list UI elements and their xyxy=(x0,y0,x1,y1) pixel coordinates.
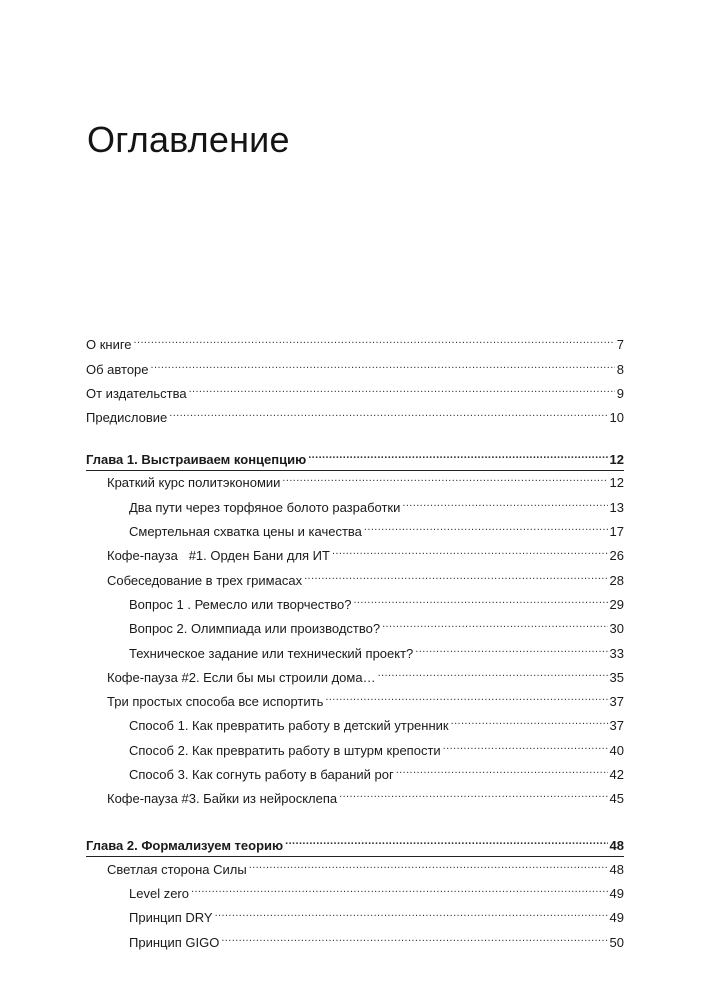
dot-leader xyxy=(189,386,615,398)
toc-entry-page: 37 xyxy=(609,718,624,734)
toc-entry-page: 12 xyxy=(609,475,624,491)
toc-entry-label: Кофе-пауза #2. Если бы мы строили дома… xyxy=(107,669,376,685)
toc-entry-label: Краткий курс политэкономии xyxy=(107,475,281,491)
toc-chapter-page: 48 xyxy=(609,838,624,854)
toc-entry-page: 26 xyxy=(609,548,624,564)
dot-leader xyxy=(134,337,615,349)
toc-entry-label: Способ 3. Как согнуть работу в бараний рог xyxy=(129,767,394,783)
toc-entry[interactable] xyxy=(86,641,624,665)
dot-leader xyxy=(339,791,607,803)
toc-entry-page: 7 xyxy=(616,337,624,353)
dot-leader xyxy=(382,621,607,633)
toc-entry-label: Светлая сторона Силы xyxy=(107,861,247,877)
toc-entry[interactable] xyxy=(86,617,624,641)
toc-entry-page: 49 xyxy=(609,910,624,926)
page-title: Оглавление xyxy=(87,119,290,160)
toc-entry-page: 42 xyxy=(609,767,624,783)
toc-entry-label: Вопрос 2. Олимпиада или производство? xyxy=(129,621,381,637)
toc-entry-page: 49 xyxy=(609,885,624,901)
toc-entry-about-book[interactable] xyxy=(86,333,624,357)
toc-entry-label: Способ 2. Как превратить работу в штурм крепости xyxy=(129,742,441,758)
toc-entry-page: 29 xyxy=(609,596,624,612)
dot-leader xyxy=(169,410,607,422)
toc-entry-label: Кофе-пауза #1. Орден Бани для ИТ xyxy=(107,548,330,564)
toc-entry-label: От издательства xyxy=(86,385,187,401)
toc-entry[interactable] xyxy=(86,568,624,592)
toc-entry-page: 13 xyxy=(609,499,624,515)
toc-entry[interactable] xyxy=(86,857,624,881)
dot-leader xyxy=(191,886,608,898)
toc-entry-page: 37 xyxy=(609,694,624,710)
toc-entry[interactable] xyxy=(86,930,624,954)
toc-chapter-page: 12 xyxy=(609,452,624,468)
toc-entry-label: Level zero xyxy=(129,885,189,901)
dot-leader xyxy=(364,524,608,536)
toc-entry-page: 48 xyxy=(609,861,624,877)
toc-entry-label: Вопрос 1 . Ремесло или творчество? xyxy=(129,596,352,612)
toc-entry-label: Техническое задание или технический проект? xyxy=(129,645,414,661)
dot-leader xyxy=(353,597,607,609)
toc-entry[interactable] xyxy=(86,714,624,738)
toc-entry[interactable] xyxy=(86,738,624,762)
dot-leader xyxy=(304,573,607,585)
toc-entry-page: 33 xyxy=(609,645,624,661)
dot-leader xyxy=(378,670,608,682)
toc-entry-label: Три простых способа все испортить xyxy=(107,694,324,710)
toc-entry-label: Об авторе xyxy=(86,361,149,377)
toc-entry[interactable] xyxy=(86,544,624,568)
toc-entry[interactable] xyxy=(86,520,624,544)
dot-leader xyxy=(285,838,607,850)
toc-entry-preface[interactable] xyxy=(86,406,624,430)
toc-chapter-1[interactable] xyxy=(86,442,624,471)
toc-entry-publisher[interactable] xyxy=(86,382,624,406)
toc-entry-label: Предисловие xyxy=(86,410,168,426)
toc-entry-page: 50 xyxy=(609,934,624,950)
toc-entry-label: Принцип DRY xyxy=(129,910,213,926)
dot-leader xyxy=(415,646,607,658)
toc-entry-page: 10 xyxy=(609,410,624,426)
dot-leader xyxy=(332,548,608,560)
toc-entry-page: 30 xyxy=(609,621,624,637)
dot-leader xyxy=(443,743,608,755)
toc-entry-page: 9 xyxy=(616,385,624,401)
toc-entry-label: Два пути через торфяное болото разработки xyxy=(129,499,401,515)
toc-entry-about-author[interactable] xyxy=(86,357,624,381)
toc-entry-page: 35 xyxy=(609,669,624,685)
toc-chapter-label: Глава 2. Формализуем теорию xyxy=(86,838,284,854)
toc-entry-label: О книге xyxy=(86,337,132,353)
dot-leader xyxy=(221,935,607,947)
toc-entry[interactable] xyxy=(86,763,624,787)
toc-entry-page: 45 xyxy=(609,791,624,807)
dot-leader xyxy=(249,862,608,874)
dot-leader xyxy=(396,767,608,779)
toc-entry[interactable] xyxy=(86,471,624,495)
dot-leader xyxy=(151,362,615,374)
toc-entry-label: Собеседование в трех гримасах xyxy=(107,572,303,588)
toc-entry[interactable] xyxy=(86,593,624,617)
toc-entry[interactable] xyxy=(86,495,624,519)
dot-leader xyxy=(282,475,607,487)
toc-entry[interactable] xyxy=(86,690,624,714)
toc-entry-label: Смертельная схватка цены и качества xyxy=(129,524,362,540)
toc-entry[interactable] xyxy=(86,882,624,906)
dot-leader xyxy=(308,452,607,464)
toc-entry[interactable] xyxy=(86,906,624,930)
toc-entry[interactable] xyxy=(86,787,624,811)
dot-leader xyxy=(325,694,607,706)
toc-entry-page: 8 xyxy=(616,361,624,377)
dot-leader xyxy=(451,718,608,730)
toc-chapter-2[interactable] xyxy=(86,828,624,857)
toc-entry-page: 28 xyxy=(609,572,624,588)
toc-entry[interactable] xyxy=(86,666,624,690)
toc-entry-label: Способ 1. Как превратить работу в детский утренник xyxy=(129,718,449,734)
toc-entry-page: 17 xyxy=(609,524,624,540)
toc-chapter-label: Глава 1. Выстраиваем концепцию xyxy=(86,452,307,468)
toc-entry-label: Принцип GIGO xyxy=(129,934,220,950)
toc-entry-label: Кофе-пауза #3. Байки из нейросклепа xyxy=(107,791,338,807)
table-of-contents xyxy=(86,333,624,955)
toc-entry-page: 40 xyxy=(609,742,624,758)
dot-leader xyxy=(402,500,607,512)
dot-leader xyxy=(215,910,608,922)
